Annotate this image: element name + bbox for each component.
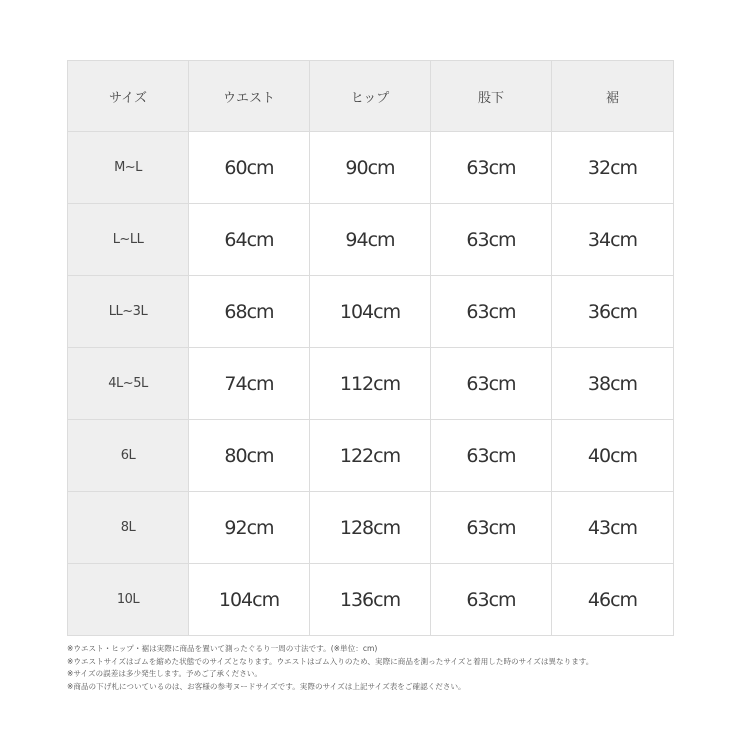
table-row — [68, 204, 674, 276]
hem-cell: 40cm — [552, 420, 674, 492]
inseam-cell: 63cm — [431, 132, 552, 204]
hem-cell: 34cm — [552, 204, 674, 276]
size-cell: 6L — [68, 420, 189, 492]
inseam-cell: 63cm — [431, 348, 552, 420]
inseam-cell: 63cm — [431, 204, 552, 276]
size-chart-table — [67, 60, 674, 636]
waist-cell: 74cm — [189, 348, 310, 420]
inseam-cell: 63cm — [431, 492, 552, 564]
hip-cell: 128cm — [310, 492, 431, 564]
note-line: ※ウエスト・ヒップ・裾は実際に商品を置いて測ったぐるり一周の寸法です。(※単位：cm) — [67, 644, 378, 653]
table-row — [68, 492, 674, 564]
hem-cell: 32cm — [552, 132, 674, 204]
hip-cell: 112cm — [310, 348, 431, 420]
inseam-cell: 63cm — [431, 564, 552, 636]
table-row — [68, 564, 674, 636]
waist-cell: 80cm — [189, 420, 310, 492]
table-header-row — [68, 61, 674, 132]
hip-cell: 104cm — [310, 276, 431, 348]
waist-cell: 104cm — [189, 564, 310, 636]
hem-cell: 38cm — [552, 348, 674, 420]
waist-cell: 92cm — [189, 492, 310, 564]
header-hip: ヒップ — [310, 61, 431, 132]
waist-cell: 64cm — [189, 204, 310, 276]
table-row — [68, 348, 674, 420]
note-line: ※サイズの誤差は多少発生します。予めご了承ください。 — [67, 669, 262, 678]
table-row — [68, 276, 674, 348]
table-row — [68, 132, 674, 204]
note-line: ※ウエストサイズはゴムを縮めた状態でのサイズとなります。ウエストはゴム入りのため、実際に商品を測ったサイズと着用した時のサイズは異なります。 — [67, 656, 594, 666]
hip-cell: 94cm — [310, 204, 431, 276]
header-waist: ウエスト — [189, 61, 310, 132]
inseam-cell: 63cm — [431, 420, 552, 492]
size-cell: LL~3L — [68, 276, 189, 348]
hem-cell: 43cm — [552, 492, 674, 564]
hem-cell: 36cm — [552, 276, 674, 348]
size-cell: M~L — [68, 132, 189, 204]
table-row — [68, 420, 674, 492]
inseam-cell: 63cm — [431, 276, 552, 348]
note-line: ※商品の下げ札についているのは、お客様の参考ヌードサイズです。実際のサイズは上記サイズ表をご確認ください。 — [67, 681, 466, 691]
hip-cell: 136cm — [310, 564, 431, 636]
size-cell: 8L — [68, 492, 189, 564]
size-notes — [67, 643, 687, 693]
waist-cell: 68cm — [189, 276, 310, 348]
header-inseam: 股下 — [431, 61, 552, 132]
size-cell: L~LL — [68, 204, 189, 276]
size-cell: 10L — [68, 564, 189, 636]
hip-cell: 90cm — [310, 132, 431, 204]
header-size: サイズ — [68, 61, 189, 132]
size-cell: 4L~5L — [68, 348, 189, 420]
hem-cell: 46cm — [552, 564, 674, 636]
waist-cell: 60cm — [189, 132, 310, 204]
header-hem: 裾 — [552, 61, 674, 132]
hip-cell: 122cm — [310, 420, 431, 492]
